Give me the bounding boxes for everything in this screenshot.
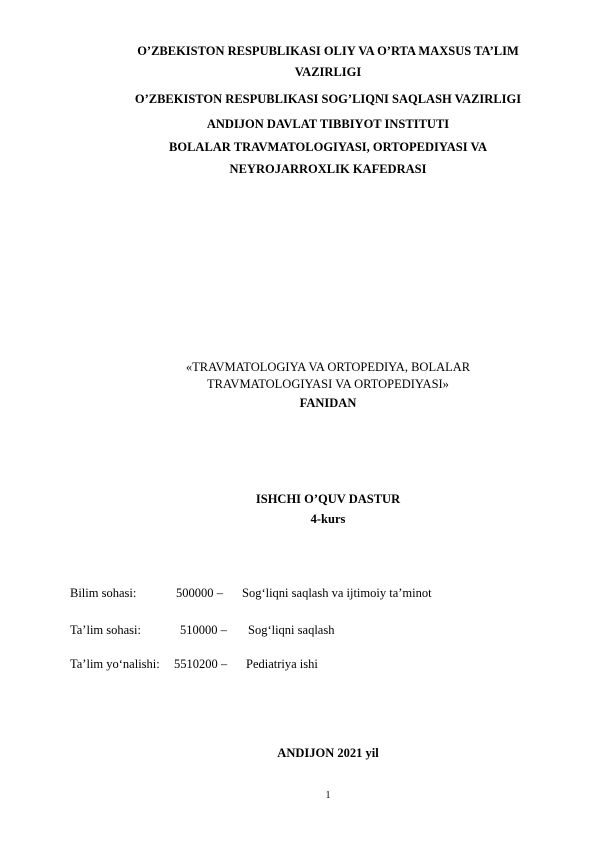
subject-fanidan: FANIDAN: [299, 396, 357, 410]
header-department: BOLALAR TRAVMATOLOGIYASI, ORTOPEDIYASI VA: [169, 140, 487, 154]
subject-title-line1: «TRAVMATOLOGIYA VA ORTOPEDIYA, BOLALAR: [185, 360, 471, 374]
program-course: 4-kurs: [310, 512, 346, 526]
field-value: Sog‘liqni saqlash va ijtimoiy ta’minot: [242, 586, 432, 600]
subject-title-line2: TRAVMATOLOGIYASI VA ORTOPEDIYASI»: [207, 377, 449, 391]
field-label: Ta’lim yo‘nalishi:: [70, 657, 160, 671]
field-value: Sog‘liqni saqlash: [248, 623, 335, 637]
field-label: Ta’lim sohasi:: [70, 623, 141, 637]
footer-city-year: ANDIJON 2021 yil: [277, 746, 379, 760]
header-ministry-education: O’ZBEKISTON RESPUBLIKASI OLIY VA O’RTA MAXSUS TA’LIM: [137, 44, 519, 58]
field-value: Pediatriya ishi: [246, 657, 318, 671]
field-code: 500000 –: [176, 586, 223, 600]
field-code: 510000 –: [180, 623, 227, 637]
header-ministry-health: O’ZBEKISTON RESPUBLIKASI SOG’LIQNI SAQLASH VAZIRLIGI: [134, 92, 522, 106]
header-department-cont: NEYROJARROXLIK KAFEDRASI: [229, 162, 427, 176]
header-ministry-education-cont: VAZIRLIGI: [294, 65, 362, 79]
page-number: 1: [325, 790, 331, 801]
field-label: Bilim sohasi:: [70, 586, 137, 600]
program-title: ISHCHI O’QUV DASTUR: [255, 492, 401, 506]
header-institute: ANDIJON DAVLAT TIBBIYOT INSTITUTI: [206, 117, 450, 131]
field-code: 5510200 –: [174, 657, 228, 671]
